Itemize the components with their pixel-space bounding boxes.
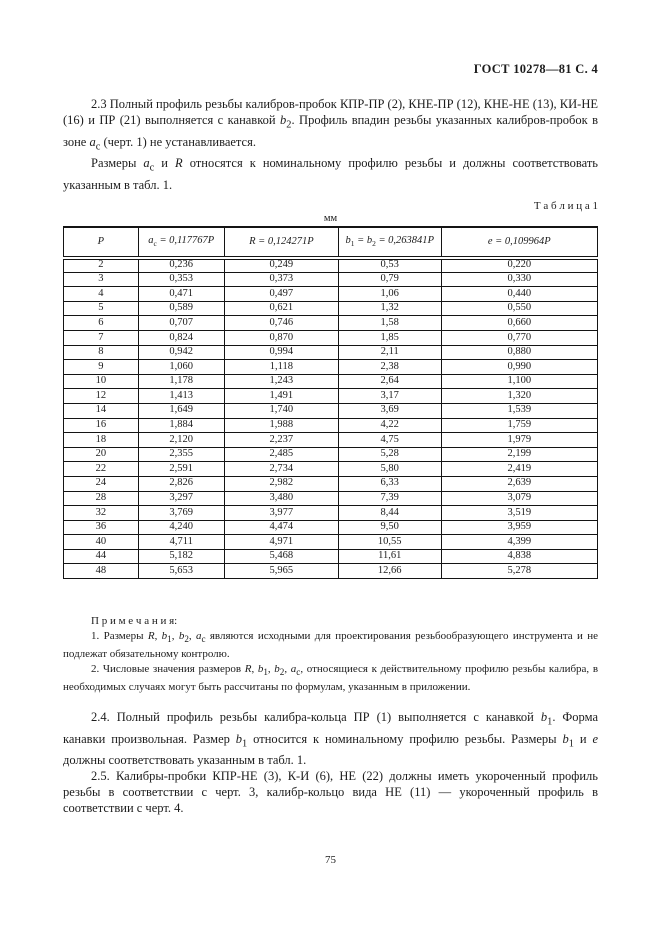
table-row — [64, 491, 598, 506]
table-cell: 2,120 — [138, 433, 224, 448]
table-cell: 2 — [64, 258, 139, 273]
table-row — [64, 506, 598, 521]
table-cell: 2,237 — [224, 433, 338, 448]
table-cell: 4 — [64, 287, 139, 302]
table-cell: 2,485 — [224, 447, 338, 462]
table-cell: 4,399 — [441, 535, 598, 550]
table-cell: 1,491 — [224, 389, 338, 404]
table-cell: 4,711 — [138, 535, 224, 550]
table-cell: 1,060 — [138, 360, 224, 375]
table-cell: 1,100 — [441, 374, 598, 389]
table-cell: 9,50 — [338, 520, 441, 535]
table-row — [64, 433, 598, 448]
table-cell: 3,519 — [441, 506, 598, 521]
table-cell: 4,240 — [138, 520, 224, 535]
table-cell: 7 — [64, 330, 139, 345]
table-row — [64, 330, 598, 345]
table-cell: 10,55 — [338, 535, 441, 550]
table-cell: 18 — [64, 433, 139, 448]
table-cell: 5,653 — [138, 564, 224, 579]
table-units-label: мм — [323, 212, 338, 224]
table-cell: 2,639 — [441, 476, 598, 491]
table-cell: 1,178 — [138, 374, 224, 389]
paragraph-2-5: 2.5. Калибры-пробки КПР-НЕ (3), К-И (6), НЕ (22) должны иметь укороченный профиль резьбы в соответствии с черт. 3, калибр-кольцо вида НЕ (11) — укороченный профиль в соответствии с черт. 4. — [63, 769, 598, 816]
column-header: P — [64, 227, 139, 258]
table-cell: 1,320 — [441, 389, 598, 404]
table-cell: 2,64 — [338, 374, 441, 389]
table-cell: 0,589 — [138, 301, 224, 316]
table-cell: 3,297 — [138, 491, 224, 506]
table-cell: 0,880 — [441, 345, 598, 360]
notes-title: П р и м е ч а н и я: — [91, 615, 178, 628]
column-header: $b_1 = b_2 = 0,263841P$ — [338, 227, 441, 258]
table-cell: 2,355 — [138, 447, 224, 462]
table-cell: 1,988 — [224, 418, 338, 433]
table-cell: 44 — [64, 549, 139, 564]
table-row — [64, 564, 598, 579]
table-cell: 1,740 — [224, 403, 338, 418]
table-cell: 1,413 — [138, 389, 224, 404]
table-cell: 6 — [64, 316, 139, 331]
table-row — [64, 418, 598, 433]
table-cell: 2,199 — [441, 447, 598, 462]
notes-section — [63, 614, 598, 694]
table-header — [64, 227, 598, 258]
table-cell: 0,440 — [441, 287, 598, 302]
table-cell: 0,942 — [138, 345, 224, 360]
table-cell: 0,824 — [138, 330, 224, 345]
table-row — [64, 520, 598, 535]
table-cell: 0,746 — [224, 316, 338, 331]
table-cell: 2,982 — [224, 476, 338, 491]
document-content — [63, 96, 598, 816]
table-row — [64, 403, 598, 418]
table-cell: 1,85 — [338, 330, 441, 345]
table-row — [64, 258, 598, 273]
table-row — [64, 316, 598, 331]
column-header: e = 0,109964P — [441, 227, 598, 258]
table-cell: 3,480 — [224, 491, 338, 506]
table-row — [64, 476, 598, 491]
table-cell: 1,118 — [224, 360, 338, 375]
table-cell: 2,11 — [338, 345, 441, 360]
table-cell: 4,75 — [338, 433, 441, 448]
table-cell: 36 — [64, 520, 139, 535]
column-header: R = 0,124271P — [224, 227, 338, 258]
table-cell: 3,69 — [338, 403, 441, 418]
table-row — [64, 272, 598, 287]
table-cell: 5,468 — [224, 549, 338, 564]
column-header: $a_c = 0,117767P$ — [138, 227, 224, 258]
table-cell: 2,734 — [224, 462, 338, 477]
table-cell: 6,33 — [338, 476, 441, 491]
table-cell: 3,959 — [441, 520, 598, 535]
table-cell: 4,971 — [224, 535, 338, 550]
table-cell: 0,621 — [224, 301, 338, 316]
table-cell: 1,649 — [138, 403, 224, 418]
table-cell: 2,38 — [338, 360, 441, 375]
table-cell: 3,17 — [338, 389, 441, 404]
table-cell: 0,707 — [138, 316, 224, 331]
table-cell: 0,660 — [441, 316, 598, 331]
table-cell: 1,06 — [338, 287, 441, 302]
table-cell: 7,39 — [338, 491, 441, 506]
table-cell: 1,32 — [338, 301, 441, 316]
table-cell: 11,61 — [338, 549, 441, 564]
table-cell: 20 — [64, 447, 139, 462]
table-cell: 0,770 — [441, 330, 598, 345]
table-row — [64, 287, 598, 302]
table-cell: 0,497 — [224, 287, 338, 302]
paragraph-2-3: 2.3 Полный профиль резьбы калибров-пробок КПР-ПР (2), КНЕ-ПР (12), КНЕ-НЕ (13), КИ-НЕ (16) и ПР (21) выполняется с канавкой $b_2$. Профиль впадин резьбы указанных калибров-пробок в зоне $a_c$ (черт. 1) не устанавливается. — [63, 97, 599, 152]
table-cell: 3,079 — [441, 491, 598, 506]
table-cell: 5,80 — [338, 462, 441, 477]
table-row — [64, 462, 598, 477]
table-cell: 12,66 — [338, 564, 441, 579]
note-1: 1. Размеры R, $b_1$, $b_2$, $a_c$ являются исходными для проектирования резьбообразующего инструмента и не подлежат обязательному контролю. — [63, 629, 598, 660]
table-cell: 0,330 — [441, 272, 598, 287]
table-cell: 3,769 — [138, 506, 224, 521]
table-cell: 0,550 — [441, 301, 598, 316]
table-cell: 2,419 — [441, 462, 598, 477]
table-cell: 3,977 — [224, 506, 338, 521]
table-row — [64, 301, 598, 316]
table-cell: 5 — [64, 301, 139, 316]
table-row — [64, 389, 598, 404]
paragraph-2-4: 2.4. Полный профиль резьбы калибра-кольца ПР (1) выполняется с канавкой $b_1$. Форма канавки произвольная. Размер $b_1$ относится к номинальному профилю резьбы. Размеры $b_1$ и e должны соответствовать указанным в табл. 1. — [63, 710, 598, 768]
table-cell: 14 — [64, 403, 139, 418]
table-cell: 10 — [64, 374, 139, 389]
table-cell: 1,759 — [441, 418, 598, 433]
table-cell: 8 — [64, 345, 139, 360]
table-cell: 8,44 — [338, 506, 441, 521]
table-row — [64, 374, 598, 389]
paragraph-2-3-sizes: Размеры $a_c$ и R относятся к номинальному профилю резьбы и должны соответствовать указанным в табл. 1. — [63, 156, 598, 192]
table-header-row — [64, 227, 598, 258]
table-cell: 24 — [64, 476, 139, 491]
table-row — [64, 345, 598, 360]
table-cell: 4,838 — [441, 549, 598, 564]
table-cell: 1,243 — [224, 374, 338, 389]
table-cell: 2,826 — [138, 476, 224, 491]
document-header: ГОСТ 10278—81 С. 4 — [473, 62, 598, 76]
table-cell: 5,28 — [338, 447, 441, 462]
table-cell: 0,994 — [224, 345, 338, 360]
table-1 — [63, 226, 598, 580]
table-cell: 2,591 — [138, 462, 224, 477]
table-cell: 12 — [64, 389, 139, 404]
table-cell: 0,353 — [138, 272, 224, 287]
table-cell: 4,22 — [338, 418, 441, 433]
table-cell: 0,220 — [441, 258, 598, 273]
table-cell: 5,965 — [224, 564, 338, 579]
table-cell: 0,236 — [138, 258, 224, 273]
table-row — [64, 360, 598, 375]
table-cell: 22 — [64, 462, 139, 477]
table-cell: 4,474 — [224, 520, 338, 535]
table-cell: 3 — [64, 272, 139, 287]
table-cell: 28 — [64, 491, 139, 506]
table-cell: 40 — [64, 535, 139, 550]
table-cell: 9 — [64, 360, 139, 375]
page-number: 75 — [325, 854, 336, 866]
table-cell: 5,278 — [441, 564, 598, 579]
table-cell: 48 — [64, 564, 139, 579]
table-cell: 0,471 — [138, 287, 224, 302]
table-body — [64, 258, 598, 579]
table-cell: 1,58 — [338, 316, 441, 331]
table-row — [64, 549, 598, 564]
table-cell: 0,79 — [338, 272, 441, 287]
table-cell: 32 — [64, 506, 139, 521]
table-caption: Т а б л и ц а 1 — [533, 199, 598, 212]
table-cell: 1,884 — [138, 418, 224, 433]
table-cell: 0,53 — [338, 258, 441, 273]
table-cell: 0,870 — [224, 330, 338, 345]
table-cell: 0,990 — [441, 360, 598, 375]
table-row — [64, 447, 598, 462]
table-cell: 16 — [64, 418, 139, 433]
table-cell: 1,979 — [441, 433, 598, 448]
table-cell: 5,182 — [138, 549, 224, 564]
table-row — [64, 535, 598, 550]
table-cell: 0,249 — [224, 258, 338, 273]
note-2: 2. Числовые значения размеров R, $b_1$, $b_2$, $a_c$, относящиеся к действительному профилю резьбы калибра, в необходимых случаях могут быть рассчитаны по формулам, указанным в приложении. — [63, 662, 599, 693]
table-cell: 0,373 — [224, 272, 338, 287]
table-cell: 1,539 — [441, 403, 598, 418]
